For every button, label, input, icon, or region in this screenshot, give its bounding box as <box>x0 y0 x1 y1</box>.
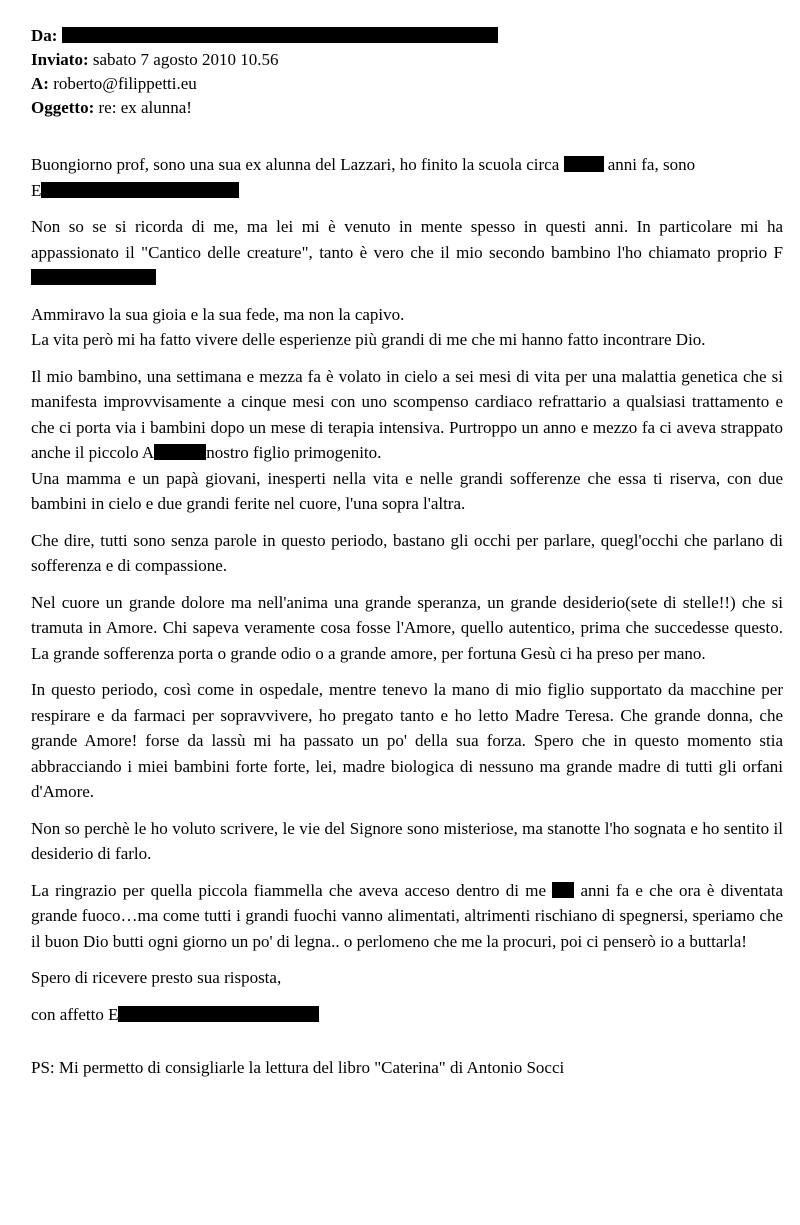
to-label: A: <box>31 74 49 93</box>
paragraph-reply: Spero di ricevere presto sua risposta, <box>31 968 282 987</box>
email-printout <box>31 24 783 1080</box>
paragraph-greeting: Buongiorno prof, sono una sua ex alunna del Lazzari, ho finito la scuola circa anni fa, sono E <box>31 155 696 200</box>
paragraph-loss: Il mio bambino, una settimana e mezza fa è volato in cielo a sei mesi di vita per una malattia genetica che si manifesta improvvisamente a cinque mesi con uno scompenso cardiaco refrattario a qualsiasi trattamento e che ci porta via i bambini dopo un mese di terapia intensiva. Purtroppo un anno e mezzo fa ci aveva strappato anche il piccolo A nostro figlio primogenito. Una mamma e un papà giovani, inesperti nella vita e nelle grandi sofferenze che essa ti riserva, con due bambini in cielo e due grandi ferite nel cuore, l'una sopra l'altra. <box>31 366 783 513</box>
email-body <box>31 152 783 1027</box>
subject-row <box>31 96 783 120</box>
paragraph-faith: Ammiravo la sua gioia e la sua fede, ma non la capivo. La vita però mi ha fatto vivere delle esperienze più grandi di me che mi hanno fatto incontrare Dio. <box>31 304 706 349</box>
paragraph-why: Non so perchè le ho voluto scrivere, le vie del Signore sono misteriose, ma stanotte l'ho sognata e ho sentito il desiderio di farlo. <box>31 818 783 863</box>
postscript: PS: Mi permetto di consigliarle la lettura del libro "Caterina" di Antonio Socci <box>31 1058 565 1077</box>
paragraph-cantico: Non so se si ricorda di me, ma lei mi è venuto in mente spesso in questi anni. In particolare mi ha appassionato il "Cantico delle creature", tanto è vero che il mio secondo bambino l'ho chiamato proprio F <box>31 214 783 291</box>
from-row <box>31 24 783 48</box>
subject-value: re: ex alunna! <box>98 98 192 117</box>
redacted-name <box>41 182 239 198</box>
sent-label: Inviato: <box>31 50 89 69</box>
sent-row <box>31 48 783 72</box>
redacted-signature <box>118 1006 319 1022</box>
subject-label: Oggetto: <box>31 98 95 117</box>
paragraph-thanks: La ringrazio per quella piccola fiammella che aveva acceso dentro di me anni fa e che ora è diventata grande fuoco…ma come tutti i grandi fuochi vanno alimentati, altrimenti rischiano di spegnersi, speriamo che il buon Dio butti ogni giorno un po' di legna.. o perlomeno che me la procuri, poi ci penserò io a buttarla! <box>31 880 784 951</box>
from-label: Da: <box>31 26 58 45</box>
sent-value: sabato 7 agosto 2010 10.56 <box>92 50 279 69</box>
redacted-first-child-name <box>154 444 206 460</box>
redacted-child-name <box>31 269 156 285</box>
redacted-years <box>564 156 604 172</box>
paragraph-signoff: con affetto E <box>31 1002 783 1028</box>
paragraph-hospital: In questo periodo, così come in ospedale, mentre tenevo la mano di mio figlio supportato da macchine per respirare e da farmaci per sopravvivere, ho pregato tanto e ho letto Madre Teresa. Che grande donna, che grande Amore! forse da lassù mi ha passato un po' della sua forza. Spero che in questo momento stia abbracciando i miei bambini forte forte, lei, madre biologica di nessuno ma grande madre di tutti gli orfani d'Amore. <box>31 680 783 801</box>
redacted-years-2 <box>552 882 574 898</box>
to-value: roberto@filippetti.eu <box>53 74 197 93</box>
redacted-sender <box>62 27 498 43</box>
paragraph-words: Che dire, tutti sono senza parole in questo periodo, bastano gli occhi per parlare, quegl'occhi che parlano di sofferenza e di compassione. <box>31 530 783 575</box>
to-row <box>31 72 783 96</box>
paragraph-hope: Nel cuore un grande dolore ma nell'anima una grande speranza, un grande desiderio(sete di stelle!!) che si tramuta in Amore. Chi sapeva veramente cosa fosse l'Amore, quello autentico, prima che succedesse questo. La grande sofferenza porta o grande odio o a grande amore, per fortuna Gesù ci ha preso per mano. <box>31 592 783 663</box>
email-header <box>31 24 783 120</box>
